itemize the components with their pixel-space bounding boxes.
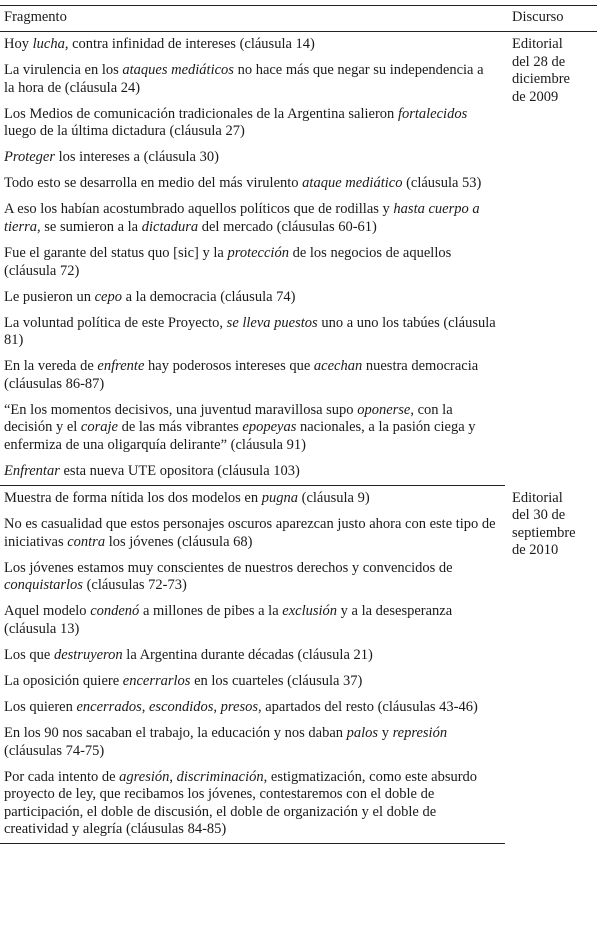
fragment-column-header: Fragmento: [0, 6, 505, 32]
table-body: [0, 32, 597, 844]
fragment-text: de las más vibrantes: [117, 419, 243, 436]
fragment-emphasis: agresión: [119, 768, 170, 785]
fragment-text: esta nueva UTE opositora (cláusula 103): [59, 463, 300, 480]
fragment-cell: [0, 721, 505, 765]
fragment-cell: [0, 311, 505, 355]
fragment-text: No es casualidad que estos personajes oscuros aparezcan justo ahora con este tipo de iniciativas: [4, 516, 496, 550]
fragment-emphasis: destruyeron: [53, 647, 123, 663]
fragment-emphasis: cepo: [94, 288, 122, 305]
discourse-label: Editorial del 30 de septiembre de 2010: [512, 489, 576, 559]
fragment-cell: [0, 599, 505, 643]
table-row: [0, 32, 597, 59]
fragment-emphasis: condenó: [90, 603, 140, 620]
fragment-cell: [0, 102, 505, 146]
fragment-text: La oposición quiere: [4, 673, 123, 690]
fragment-cell: [0, 398, 505, 459]
fragment-text: a la democracia (cláusula 74): [121, 288, 296, 305]
fragment-text: (cláusula 9): [297, 490, 370, 507]
fragment-emphasis: fortalecidos: [397, 105, 468, 122]
fragment-text: Los quieren: [4, 699, 77, 716]
fragment-text: ,: [141, 699, 149, 716]
fragment-cell: [0, 695, 505, 721]
fragment-emphasis: Proteger: [4, 149, 56, 166]
fragment-cell: [0, 765, 505, 844]
fragment-text: En los 90 nos sacaban el trabajo, la educación y nos daban: [4, 725, 347, 742]
fragment-emphasis: Enfrentar: [4, 463, 60, 480]
fragment-text: , estigmatización, como este absurdo proyecto de ley, que recibamos los jóvenes, contestaremos con el doble de participación, el doble de discusión, el doble de organización y el doble de creatividad y alegría (cláusulas 84-85): [4, 768, 478, 838]
fragment-cell: [0, 512, 505, 556]
fragment-emphasis: discriminación: [176, 768, 264, 785]
fragment-emphasis: represión: [392, 725, 448, 742]
fragment-cell: [0, 285, 505, 311]
fragment-text: Todo esto se desarrolla en medio del más virulento: [4, 175, 303, 192]
fragment-text: A eso los habían acostumbrado aquellos políticos que de rodillas y: [4, 201, 394, 218]
fragment-emphasis: palos: [346, 725, 379, 742]
fragment-emphasis: oponerse: [357, 401, 411, 418]
fragment-cell: [0, 486, 505, 513]
fragment-cell: [0, 171, 505, 197]
fragment-text: Los Medios de comunicación tradicionales de la Argentina salieron: [4, 105, 398, 122]
fragment-emphasis: acechan: [313, 358, 363, 375]
table-header: [0, 6, 597, 32]
fragment-text: Por cada intento de: [4, 768, 120, 785]
fragment-emphasis: hasta cuerpo a tierra: [4, 201, 480, 235]
fragment-text: nuestra democracia (cláusulas 86-87): [4, 358, 479, 392]
fragment-text: nacionales, a la pasión ciega y enfermiza de una oligarquía delirante” (cláusula 91): [4, 419, 476, 453]
fragment-text: Aquel modelo: [4, 603, 91, 620]
fragment-text: “En los momentos decisivos, una juventud maravillosa supo: [4, 401, 358, 418]
fragment-emphasis: protección: [227, 245, 289, 262]
discourse-column-header: Discurso: [505, 6, 597, 32]
fragment-cell: [0, 556, 505, 600]
fragment-text: La virulencia en los: [4, 62, 123, 79]
fragment-text: , se sumieron a la: [37, 218, 142, 235]
fragment-text: , contra infinidad de intereses (cláusula 14): [64, 36, 315, 52]
fragment-cell: [0, 669, 505, 695]
fragment-text: La voluntad política de este Proyecto,: [4, 314, 227, 331]
fragment-cell: [0, 197, 505, 241]
fragment-text: los intereses a (cláusula 30): [55, 149, 219, 166]
fragment-text: , con la decisión y el: [4, 401, 453, 436]
fragment-cell: [0, 459, 505, 486]
fragment-text: (cláusulas 72-73): [82, 577, 187, 594]
fragment-text: Hoy: [4, 36, 33, 52]
fragment-text: y: [378, 725, 393, 742]
fragment-text: Fue el garante del status quo [sic] y la: [4, 245, 228, 262]
fragment-text: los jóvenes (cláusula 68): [105, 533, 253, 550]
fragment-text: del mercado (cláusulas 60-61): [198, 218, 377, 235]
fragment-emphasis: encerrados: [76, 699, 142, 716]
discourse-label: Editorial del 28 de diciembre de 2009: [512, 36, 570, 105]
fragment-text: Muestra de forma nítida los dos modelos en: [4, 490, 262, 507]
fragment-emphasis: dictadura: [141, 218, 199, 235]
fragment-text: la Argentina durante décadas (cláusula 21): [122, 647, 373, 663]
fragment-emphasis: escondidos: [148, 699, 214, 716]
fragment-text: de los negocios de aquellos (cláusula 72): [4, 245, 452, 279]
fragment-emphasis: coraje: [80, 419, 118, 436]
fragment-emphasis: epopeyas: [242, 419, 297, 436]
fragment-emphasis: pugna: [261, 490, 298, 507]
fragment-text: Los jóvenes estamos muy conscientes de nuestros derechos y convencidos de: [4, 559, 453, 576]
fragment-text: ,: [213, 699, 221, 716]
fragment-text: (cláusula 53): [402, 175, 482, 192]
fragment-emphasis: enfrente: [97, 358, 145, 375]
fragment-table: [0, 5, 597, 844]
discourse-cell: [505, 486, 597, 844]
fragment-text: a millones de pibes a la: [139, 603, 283, 620]
fragment-emphasis: lucha: [32, 36, 65, 52]
fragment-text: no hace más que negar su independencia a la hora de (cláusula 24): [4, 62, 484, 96]
fragment-cell: [0, 58, 505, 102]
fragment-text: Los que: [4, 647, 54, 663]
fragment-text: uno a uno los tabúes (cláusula 81): [4, 314, 496, 349]
fragment-cell: [0, 354, 505, 398]
fragment-text: ,: [169, 768, 177, 785]
fragment-emphasis: presos: [220, 699, 258, 716]
fragment-cell: [0, 241, 505, 285]
fragment-text: en los cuarteles (cláusula 37): [190, 673, 363, 690]
fragment-text: hay poderosos intereses que: [144, 358, 314, 375]
fragment-text: En la vereda de: [4, 358, 98, 375]
fragment-cell: [0, 643, 505, 669]
fragment-cell: [0, 145, 505, 171]
fragment-emphasis: encerrarlos: [122, 673, 191, 690]
fragment-text: Le pusieron un: [4, 288, 95, 305]
fragment-emphasis: contra: [67, 533, 106, 550]
fragment-cell: [0, 32, 505, 59]
discourse-cell: [505, 32, 597, 486]
fragment-text: , apartados del resto (cláusulas 43-46): [258, 699, 478, 716]
fragment-text: luego de la última dictadura (cláusula 27): [4, 123, 245, 140]
fragment-text: (cláusulas 74-75): [4, 742, 105, 759]
fragment-emphasis: conquistarlos: [4, 577, 83, 594]
table-row: [0, 486, 597, 513]
fragment-emphasis: se lleva puestos: [226, 314, 318, 331]
fragment-emphasis: ataques mediáticos: [122, 62, 234, 79]
fragment-emphasis: ataque mediático: [302, 175, 403, 192]
fragment-emphasis: exclusión: [282, 603, 338, 620]
fragment-text: y a la desesperanza (cláusula 13): [4, 603, 453, 637]
